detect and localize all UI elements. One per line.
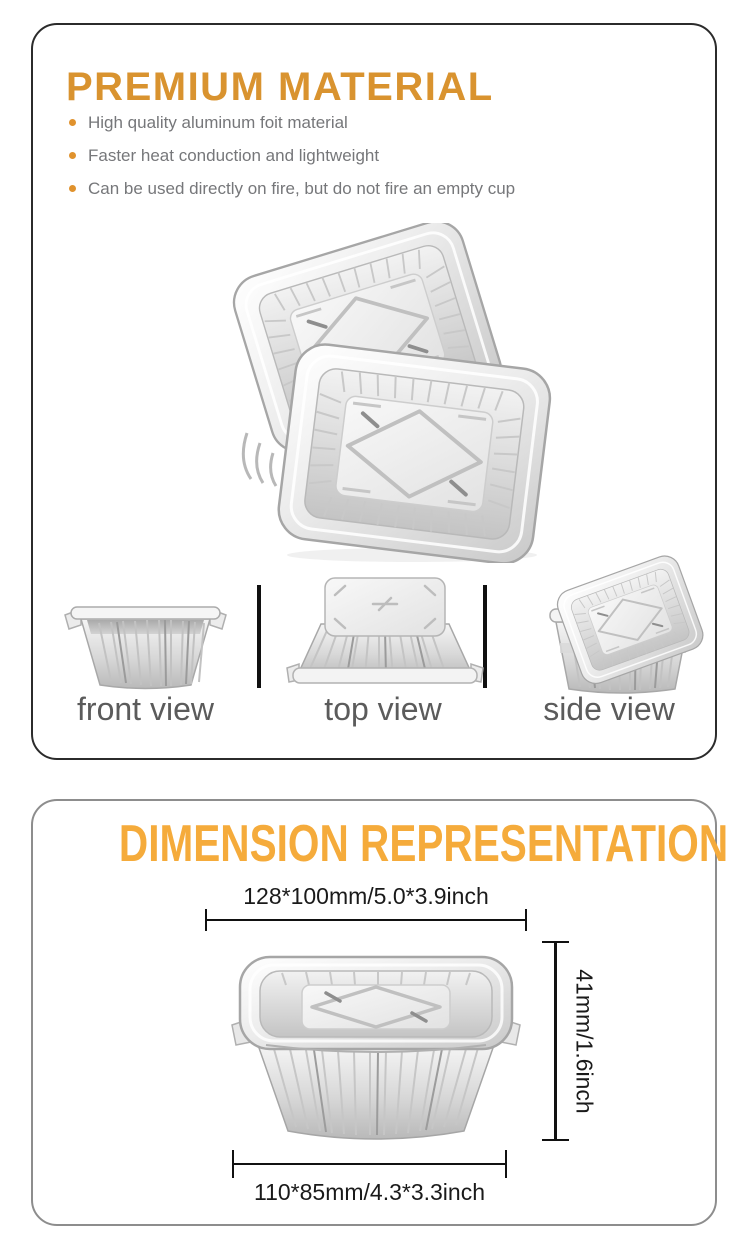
bullet-dot-icon: [69, 185, 76, 192]
height-dimension: [567, 941, 601, 1141]
feature-item: [69, 113, 515, 132]
feature-text: High quality aluminum foit material: [88, 113, 348, 132]
bottom-width-value: 110*85mm/4.3*3.3inch: [254, 1179, 485, 1205]
bullet-dot-icon: [69, 152, 76, 159]
bullet-dot-icon: [69, 119, 76, 126]
top-view-image: [285, 571, 485, 691]
feature-list: [69, 113, 515, 198]
top-width-value: 128*100mm/5.0*3.9inch: [243, 883, 489, 909]
feature-text: Faster heat conduction and lightweight: [88, 146, 380, 165]
height-value: 41mm/1.6inch: [571, 968, 598, 1114]
top-width-dimension: [205, 884, 527, 931]
feature-text: Can be used directly on fire, but do not fire an empty cup: [88, 179, 516, 198]
front-view-label: front view: [77, 691, 214, 727]
dimension-tray-image: [230, 947, 522, 1152]
side-view-image: [536, 545, 708, 700]
front-view-image: [63, 593, 228, 693]
feature-item: [69, 146, 515, 165]
view-divider: [257, 585, 261, 688]
dimension-line-vertical: [542, 941, 569, 1141]
top-view-label: top view: [324, 691, 442, 727]
bottom-width-dimension: [232, 1150, 507, 1205]
dimension-line-horizontal-bottom: [232, 1150, 507, 1178]
feature-item: [69, 179, 515, 198]
tray-front: [275, 341, 553, 563]
premium-material-title: PREMIUM MATERIAL: [66, 65, 494, 109]
premium-material-card: [31, 23, 717, 760]
dimension-card: [31, 799, 729, 1226]
side-view-label: side view: [543, 691, 675, 727]
stacked-rims-detail: [243, 433, 276, 486]
dimension-title: DIMENSION REPRESENTATION: [118, 815, 729, 873]
dimension-line-horizontal-top: [205, 909, 527, 931]
main-product-photo: [227, 223, 567, 563]
